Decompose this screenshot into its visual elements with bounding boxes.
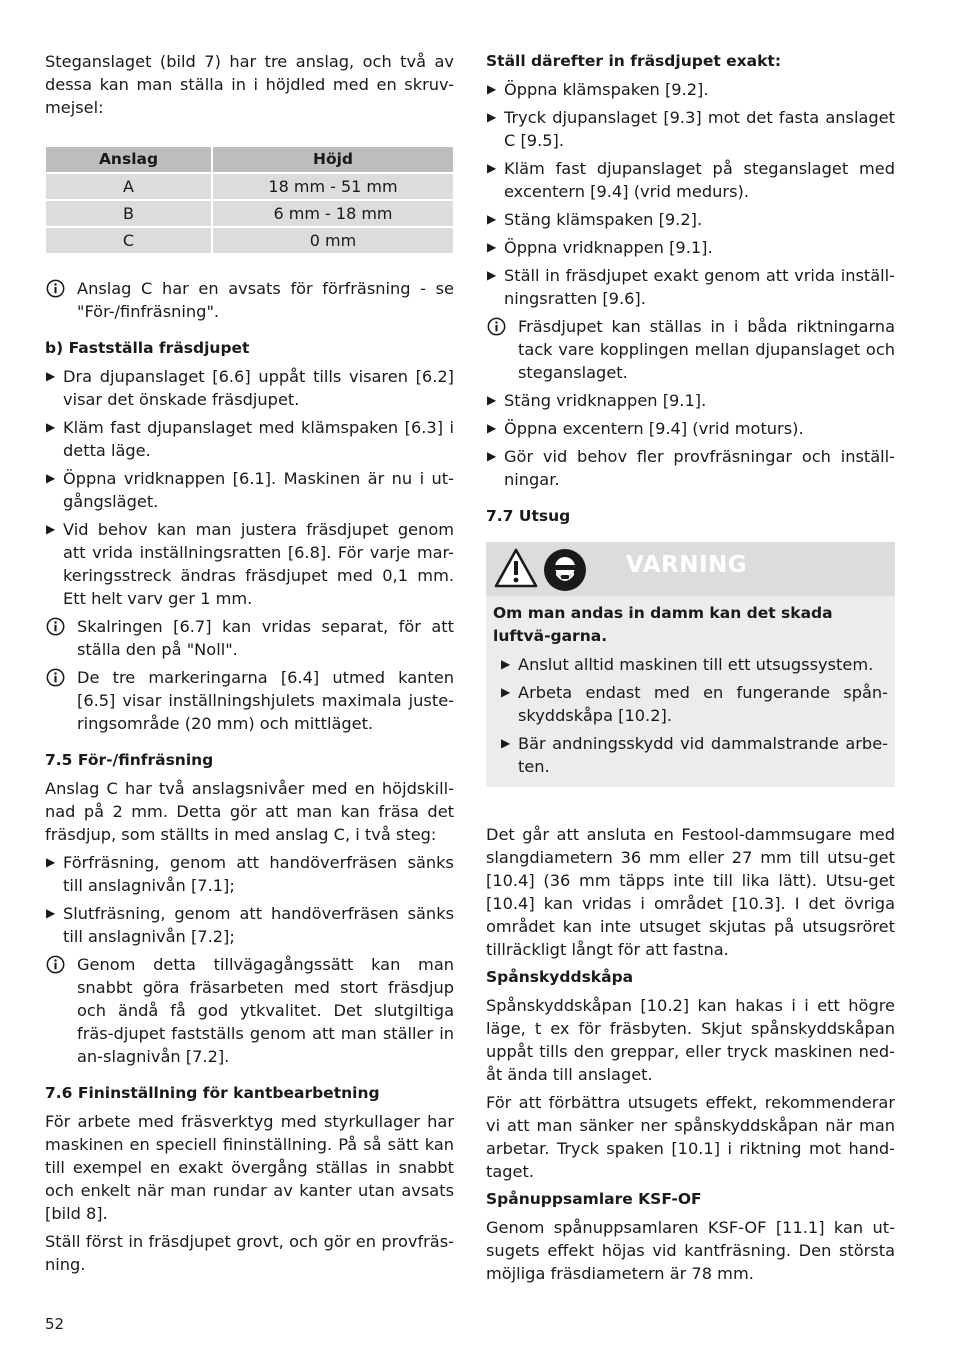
bullet-triangle-icon: ▶ <box>46 420 56 434</box>
list-item <box>45 416 454 462</box>
bullet-triangle-icon: ▶ <box>487 212 497 226</box>
warning-lead: Om man andas in damm kan det skada luftvä-garna. <box>493 604 833 645</box>
bullet-triangle-icon: ▶ <box>487 110 497 124</box>
info-text: Fräsdjupet kan ställas in i båda riktningarna tack vare kopplingen mellan djupanslaget och steganslaget. <box>518 317 895 382</box>
table-row <box>46 201 453 226</box>
list-item <box>486 445 895 491</box>
bullet-triangle-icon: ▶ <box>501 657 511 671</box>
list-item-text: Tryck djupanslaget [9.3] mot det fasta anslaget C [9.5]. <box>504 108 895 150</box>
table-row <box>46 228 453 253</box>
list-item-text: Gör vid behov fler provfräsningar och inställ-ningar. <box>504 447 895 489</box>
list-item-text: Ställ in fräsdjupet exakt genom att vrida inställ-ningsratten [9.6]. <box>504 266 895 308</box>
info-note <box>486 315 895 384</box>
list-item <box>45 467 454 513</box>
list-item <box>486 389 895 412</box>
chip-guard-heading: Spånskyddskåpa <box>486 968 634 986</box>
table-cell: A <box>46 174 211 199</box>
section-7-5-heading: 7.5 För-/finfräsning <box>45 751 214 769</box>
table-cell: B <box>46 201 211 226</box>
info-note <box>45 277 454 323</box>
left-column <box>45 50 454 1281</box>
bullet-triangle-icon: ▶ <box>487 393 497 407</box>
list-item <box>486 157 895 203</box>
warning-box <box>486 542 895 787</box>
list-item <box>45 851 454 897</box>
list-item-text: Öppna klämspaken [9.2]. <box>504 80 709 99</box>
section-7-6-text-2: Ställ först in fräsdjupet grovt, och gör en provfräs-ning. <box>45 1232 454 1274</box>
table-header-anslag: Anslag <box>46 147 211 172</box>
bullet-triangle-icon: ▶ <box>501 736 511 750</box>
info-icon <box>487 317 506 336</box>
list-item <box>500 681 888 727</box>
section-7-7-heading: 7.7 Utsug <box>486 507 571 525</box>
list-item-text: Kläm fast djupanslaget på steganslaget med excentern [9.4] (vrid medurs). <box>504 159 895 201</box>
table-cell: 6 mm - 18 mm <box>213 201 453 226</box>
info-icon <box>46 279 65 298</box>
section-b-heading: b) Fastställa fräsdjupet <box>45 339 250 357</box>
info-text: Anslag C har en avsats för förfräsning - se "För-/finfräsning". <box>77 279 454 321</box>
chip-collector-heading: Spånuppsamlare KSF-OF <box>486 1190 702 1208</box>
respirator-mask-icon <box>543 548 587 592</box>
section-7-6-heading: 7.6 Fininställning för kantbearbetning <box>45 1084 380 1102</box>
bullet-triangle-icon: ▶ <box>46 369 56 383</box>
list-item <box>500 732 888 778</box>
intro-paragraph: Steganslaget (bild 7) har tre anslag, och två av dessa kan man ställa in i höjdled med en skruv-mejsel: <box>45 52 454 117</box>
table-row <box>46 174 453 199</box>
info-text: Genom detta tillvägagångssätt kan man snabbt göra fräsarbeten med stort fräsdjup och ändå få god ytkvalitet. Det slutgiltiga fräs-djupet fastställs genom att man ställer in an-slagnivån [7.2]. <box>77 955 454 1066</box>
warning-triangle-icon <box>493 547 539 589</box>
list-item-text: Stäng klämspaken [9.2]. <box>504 210 703 229</box>
extraction-text: Det går att ansluta en Festool-dammsugare med slangdiametern 36 mm eller 27 mm till utsu-get [10.4] (36 mm täpps inte till lika lätt). Utsu-get [10.4] kan vridas i området [10.3]. I det övriga området kan inte utsuget skjutas på utsugsröret tillräckligt långt för att fastna. <box>486 825 895 959</box>
info-note <box>45 615 454 661</box>
list-item <box>486 264 895 310</box>
info-text: De tre markeringarna [6.4] utmed kanten [6.5] visar inställningshjulets maximala juste-ringsområde (20 mm) och mittläget. <box>77 668 454 733</box>
list-item-text: Öppna excentern [9.4] (vrid moturs). <box>504 419 804 438</box>
list-item-text: Slutfräsning, genom att handöverfräsen sänks till anslagnivån [7.2]; <box>63 904 454 946</box>
info-text: Skalringen [6.7] kan vridas separat, för att ställa den på "Noll". <box>77 617 454 659</box>
list-item <box>45 518 454 610</box>
bullet-triangle-icon: ▶ <box>46 855 56 869</box>
list-item-text: Dra djupanslaget [6.6] uppåt tills visaren [6.2] visar det önskade fräsdjupet. <box>63 367 454 409</box>
bullet-triangle-icon: ▶ <box>501 685 511 699</box>
bullet-triangle-icon: ▶ <box>487 240 497 254</box>
list-item-text: Arbeta endast med en fungerande spån-skyddskåpa [10.2]. <box>518 683 888 725</box>
page-number: 52 <box>45 1315 65 1333</box>
list-item <box>486 417 895 440</box>
table-cell: C <box>46 228 211 253</box>
list-item <box>500 653 888 676</box>
table-cell: 0 mm <box>213 228 453 253</box>
table-cell: 18 mm - 51 mm <box>213 174 453 199</box>
chip-guard-text: Spånskyddskåpan [10.2] kan hakas i i ett högre läge, t ex för fräsbyten. Skjut spånskyddskåpan uppåt tills den greppar, eller tryck maskinen ned-åt ända till anslaget. <box>486 996 895 1084</box>
list-item-text: Vid behov kan man justera fräsdjupet genom att vrida inställningsratten [6.8]. För varje mar-keringsstreck ändras fräsdjupet med 0,1 mm. Ett helt varv ger 1 mm. <box>63 520 454 608</box>
chip-collector-text: Genom spånuppsamlaren KSF-OF [11.1] kan ut-sugets effekt höjas vid kantfräsning. Den största möjliga fräsdiametern är 78 mm. <box>486 1218 895 1283</box>
list-item-text: Anslut alltid maskinen till ett utsugssystem. <box>518 655 874 674</box>
info-icon <box>46 668 65 687</box>
list-item-text: Kläm fast djupanslaget med klämspaken [6.3] i detta läge. <box>63 418 454 460</box>
warning-header <box>486 542 895 596</box>
bullet-triangle-icon: ▶ <box>487 421 497 435</box>
bullet-triangle-icon: ▶ <box>46 471 56 485</box>
right-column <box>486 50 895 1290</box>
bullet-triangle-icon: ▶ <box>46 906 56 920</box>
section-7-5-text: Anslag C har två anslagsnivåer med en höjdskill-nad på 2 mm. Detta gör att man kan fräsa det fräsdjup, som ställts in med anslag C, i två steg: <box>45 779 454 844</box>
list-item-text: Stäng vridknappen [9.1]. <box>504 391 707 410</box>
stops-table <box>44 145 455 255</box>
bullet-triangle-icon: ▶ <box>487 82 497 96</box>
table-header-row <box>46 147 453 172</box>
list-item <box>486 78 895 101</box>
list-item-text: Öppna vridknappen [9.1]. <box>504 238 713 257</box>
info-note <box>45 666 454 735</box>
list-item <box>486 106 895 152</box>
list-item-text: Förfräsning, genom att handöverfräsen sänks till anslagnivån [7.1]; <box>63 853 454 895</box>
list-item <box>45 365 454 411</box>
warning-body <box>486 596 895 778</box>
bullet-triangle-icon: ▶ <box>487 268 497 282</box>
list-item <box>486 236 895 259</box>
section-7-6-text: För arbete med fräsverktyg med styrkullager har maskinen en speciell fininställning. På så sätt kan till exempel en exakt övergång ställas in snabbt och enkelt när man rundar av kanter utan avsats [bild 8]. <box>45 1112 454 1223</box>
info-note <box>45 953 454 1068</box>
warning-title: VARNING <box>626 552 748 578</box>
table-header-hojd: Höjd <box>213 147 453 172</box>
bullet-triangle-icon: ▶ <box>487 161 497 175</box>
list-item-text: Bär andningsskydd vid dammalstrande arbe-ten. <box>518 734 888 776</box>
chip-guard-text-2: För att förbättra utsugets effekt, rekommenderar vi att man sänker ner spånskyddskåpan när man arbetar. Tryck spaken [10.1] i riktning mot hand-taget. <box>486 1093 895 1181</box>
bullet-triangle-icon: ▶ <box>487 449 497 463</box>
info-icon <box>46 955 65 974</box>
list-item <box>486 208 895 231</box>
bullet-triangle-icon: ▶ <box>46 522 56 536</box>
exact-depth-heading: Ställ därefter in fräsdjupet exakt: <box>486 52 782 70</box>
info-icon <box>46 617 65 636</box>
list-item <box>45 902 454 948</box>
list-item-text: Öppna vridknappen [6.1]. Maskinen är nu i ut-gångsläget. <box>63 469 454 511</box>
